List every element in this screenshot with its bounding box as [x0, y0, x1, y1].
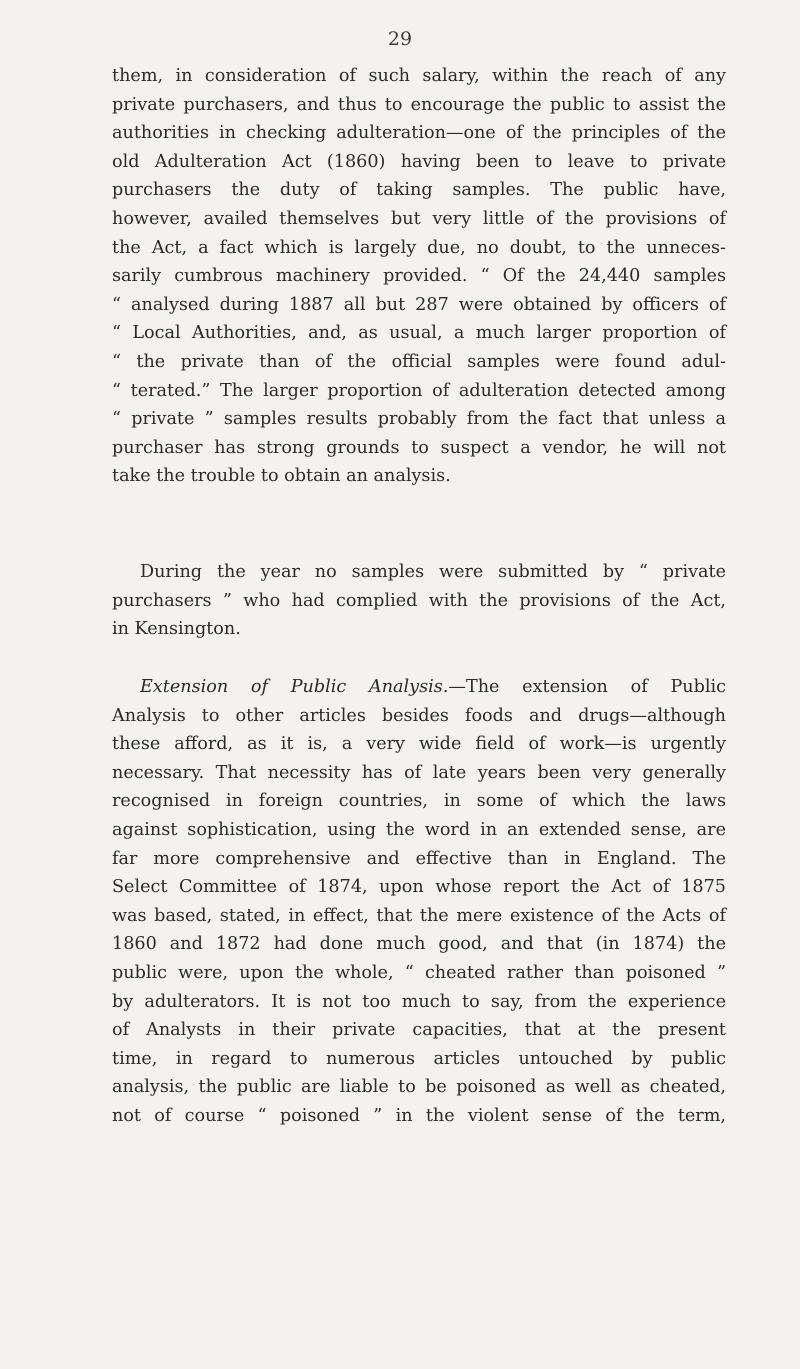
text-line: in Kensington. — [112, 619, 241, 640]
text-line: private purchasers, and thus to encourage the public to assist the — [112, 94, 726, 115]
section-heading: Extension of Public Analysis. — [140, 677, 449, 697]
text-line: Select Committee of 1874, upon whose report the Act of 1875 — [112, 877, 726, 898]
text-line: purchasers ” who had complied with the provisions of the Act, — [112, 590, 726, 611]
text-line: these afford, as it is, a very wide field of work—is urgently — [112, 734, 726, 755]
text-line: was based, stated, in effect, that the mere existence of the Acts of — [112, 905, 726, 926]
paragraph-1 — [112, 62, 726, 491]
text-line: not of course “ poisoned ” in the violent sense of the term, — [112, 1105, 726, 1126]
text-line: purchaser has strong grounds to suspect a vendor, he will not — [112, 437, 726, 458]
text-line: “ private ” samples results probably from the fact that unless a — [112, 409, 726, 430]
text-line: analysis, the public are liable to be poisoned as well as cheated, — [112, 1077, 726, 1098]
text-line: old Adulteration Act (1860) having been to leave to private — [112, 151, 726, 172]
text-run: —The extension of Public — [448, 677, 726, 697]
text-line: far more comprehensive and effective than in England. The — [112, 848, 726, 869]
text-line: “ the private than of the official samples were found adul- — [112, 351, 726, 372]
text-line: them, in consideration of such salary, within the reach of any — [112, 66, 726, 86]
text-line: against sophistication, using the word in an extended sense, are — [112, 819, 726, 840]
text-line: by adulterators. It is not too much to say, from the experience — [112, 991, 726, 1012]
text-line: “ analysed during 1887 all but 287 were obtained by officers of — [112, 294, 726, 315]
page-number: 29 — [387, 28, 413, 50]
text-line: necessary. That necessity has of late years been very generally — [112, 762, 726, 783]
text-line — [112, 673, 726, 702]
text-line: take the trouble to obtain an analysis. — [112, 466, 451, 487]
text-line: Analysis to other articles besides foods and drugs—although — [112, 705, 726, 726]
text-line: public were, upon the whole, “ cheated rather than poisoned ” — [112, 962, 726, 983]
paragraph-3 — [112, 673, 726, 1131]
text-line: sarily cumbrous machinery provided. “ Of the 24,440 samples — [112, 266, 726, 287]
text-line: During the year no samples were submitted by “ private — [140, 562, 726, 582]
paragraph-2 — [112, 558, 726, 644]
text-line: “ Local Authorities, and, as usual, a much larger proportion of — [112, 323, 726, 344]
text-line: purchasers the duty of taking samples. The public have, — [112, 180, 726, 201]
text-line: “ terated.” The larger proportion of adulteration detected among — [112, 380, 726, 401]
text-line: the Act, a fact which is largely due, no doubt, to the unneces- — [112, 237, 726, 258]
text-line: recognised in foreign countries, in some of which the laws — [112, 791, 726, 812]
text-line: of Analysts in their private capacities, that at the present — [112, 1020, 726, 1041]
text-line: however, availed themselves but very little of the provisions of — [112, 208, 726, 229]
text-line: time, in regard to numerous articles untouched by public — [112, 1048, 726, 1069]
text-line: 1860 and 1872 had done much good, and that (in 1874) the — [112, 934, 726, 955]
text-line: authorities in checking adulteration—one of the principles of the — [112, 123, 726, 144]
